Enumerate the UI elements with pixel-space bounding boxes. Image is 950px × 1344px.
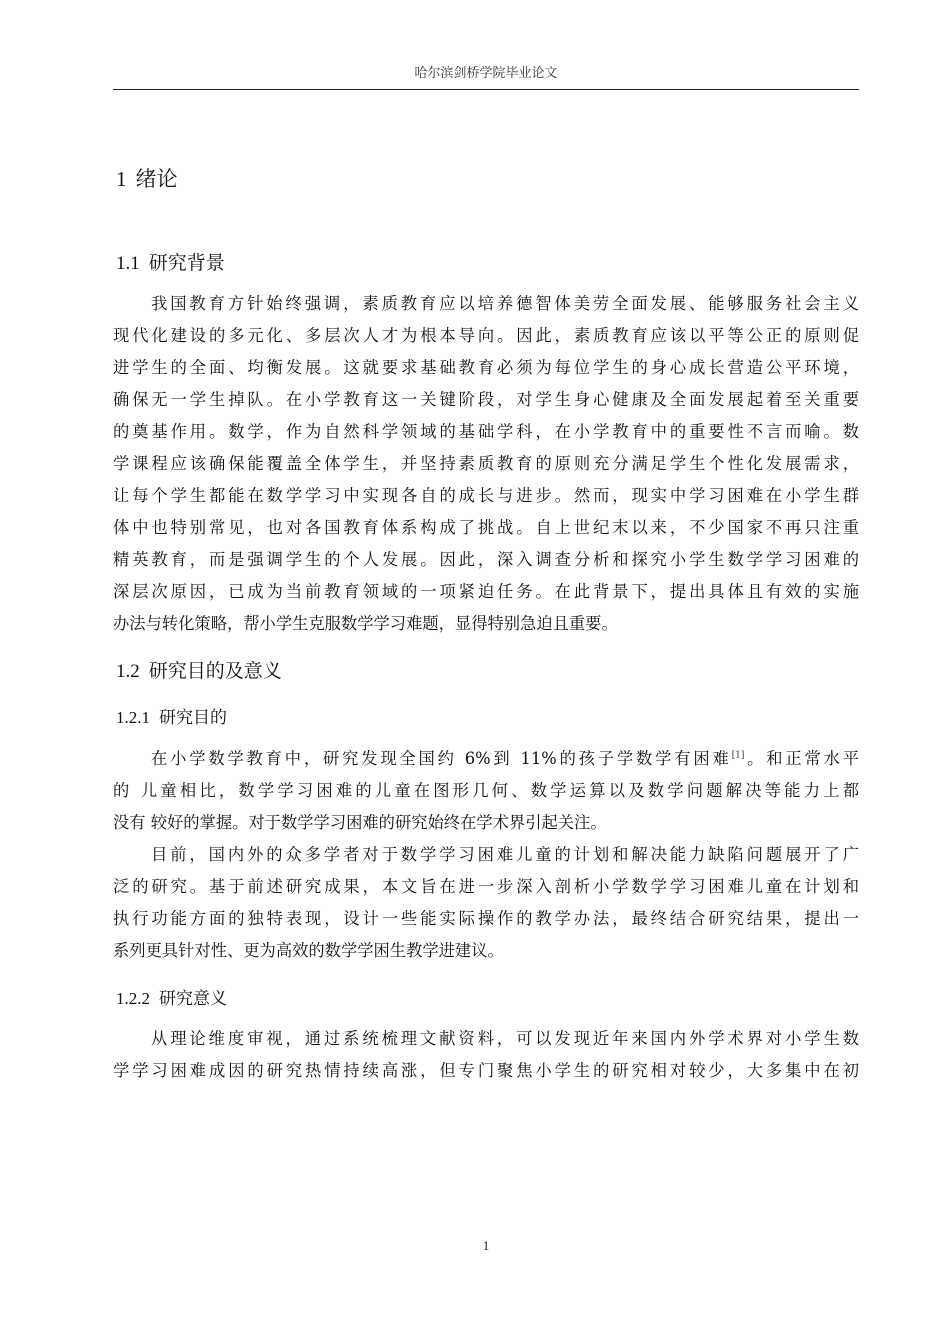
subsection-heading-1-2-1 <box>116 706 227 730</box>
paragraph-line: 目前，国内外的众多学者对于数学学习困难儿童的计划和解决能力缺陷问题展开了广 <box>151 845 859 864</box>
paragraph-line: 确保无一学生掉队。在小学教育这一关键阶段，对学生身心健康及全面发展起着至关重要 <box>113 390 859 409</box>
body-paragraph-purpose-1 <box>113 743 859 839</box>
chapter-heading <box>116 165 178 193</box>
paragraph-line: 我国教育方针始终强调，素质教育应以培养德智体美劳全面发展、能够服务社会主义 <box>151 294 859 313</box>
subsection-number: 1.2.2 <box>116 989 150 1008</box>
paragraph-line: 体中也特别常见，也对各国教育体系构成了挑战。自上世纪末以来，不少国家不再只注重 <box>113 518 859 537</box>
paragraph-line: 精英教育，而是强调学生的个人发展。因此，深入调查分析和探究小学生数学学习困难的 <box>113 550 859 569</box>
section-number: 1.1 <box>116 253 140 274</box>
line-text: 在小学数学教育中，研究发现全国约 6%到 11%的孩子学数学有困难 <box>151 749 732 768</box>
paragraph-line: 办法与转化策略，帮小学生克服数学学习难题，显得特别急迫且重要。 <box>113 614 618 633</box>
paragraph-line: 泛的研究。基于前述研究成果，本文旨在进一步深入剖析小学数学学习困难儿童在计划和 <box>113 877 859 896</box>
citation-marker[interactable]: [1] <box>731 750 745 761</box>
running-header: 哈尔滨剑桥学院毕业论文 <box>414 66 558 81</box>
paragraph-line: 执行功能方面的独特表现，设计一些能实际操作的教学办法，最终结合研究结果，提出一 <box>113 909 859 928</box>
paragraph-line: 学课程应该确保能覆盖全体学生，并坚持素质教育的原则充分满足学生个性化发展需求， <box>113 454 859 473</box>
subsection-heading-1-2-2 <box>116 987 227 1011</box>
paragraph-line: 学学习困难成因的研究热情持续高涨，但专门聚焦小学生的研究相对较少，大多集中在初 <box>113 1061 859 1080</box>
body-paragraph-background <box>113 288 859 640</box>
header-rule <box>113 89 859 90</box>
paragraph-line <box>113 743 859 775</box>
section-title: 研究背景 <box>148 252 225 274</box>
subsection-number: 1.2.1 <box>116 708 150 727</box>
section-title: 研究目的及意义 <box>148 660 282 682</box>
body-paragraph-purpose-2 <box>113 839 859 967</box>
line-text: 。和正常水平 <box>744 749 859 768</box>
paragraph-line: 从理论维度审视，通过系统梳理文献资料，可以发现近年来国内外学术界对小学生数 <box>151 1029 859 1048</box>
paragraph-line: 系列更具针对性、更为高效的数学学困生教学进建议。 <box>113 941 504 960</box>
section-heading-1-1 <box>116 250 225 277</box>
paragraph-line: 的 儿童相比，数学学习困难的儿童在图形几何、数学运算以及数学问题解决等能力上都 <box>113 781 859 800</box>
paragraph-line: 进学生的全面、均衡发展。这就要求基础教育必须为每位学生的身心成长营造公平环境， <box>113 358 859 377</box>
page-number: 1 <box>482 1238 490 1253</box>
paragraph-line: 没有 较好的掌握。对于数学学习困难的研究始终在学术界引起关注。 <box>113 813 607 832</box>
section-heading-1-2 <box>116 658 282 685</box>
paragraph-line: 现代化建设的多元化、多层次人才为根本导向。因此，素质教育应该以平等公正的原则促 <box>113 326 859 345</box>
section-number: 1.2 <box>116 661 140 682</box>
subsection-title: 研究意义 <box>159 989 227 1009</box>
chapter-title: 绪论 <box>135 167 178 191</box>
paragraph-line: 的奠基作用。数学，作为自然科学领域的基础学科，在小学教育中的重要性不言而喻。数 <box>113 422 859 441</box>
subsection-title: 研究目的 <box>159 708 227 728</box>
paragraph-line: 让每个学生都能在数学学习中实现各自的成长与进步。然而，现实中学习困难在小学生群 <box>113 486 859 505</box>
body-paragraph-significance <box>113 1023 859 1087</box>
paragraph-line: 深层次原因，已成为当前教育领域的一项紧迫任务。在此背景下，提出具体且有效的实施 <box>113 582 859 601</box>
chapter-number: 1 <box>116 167 127 191</box>
